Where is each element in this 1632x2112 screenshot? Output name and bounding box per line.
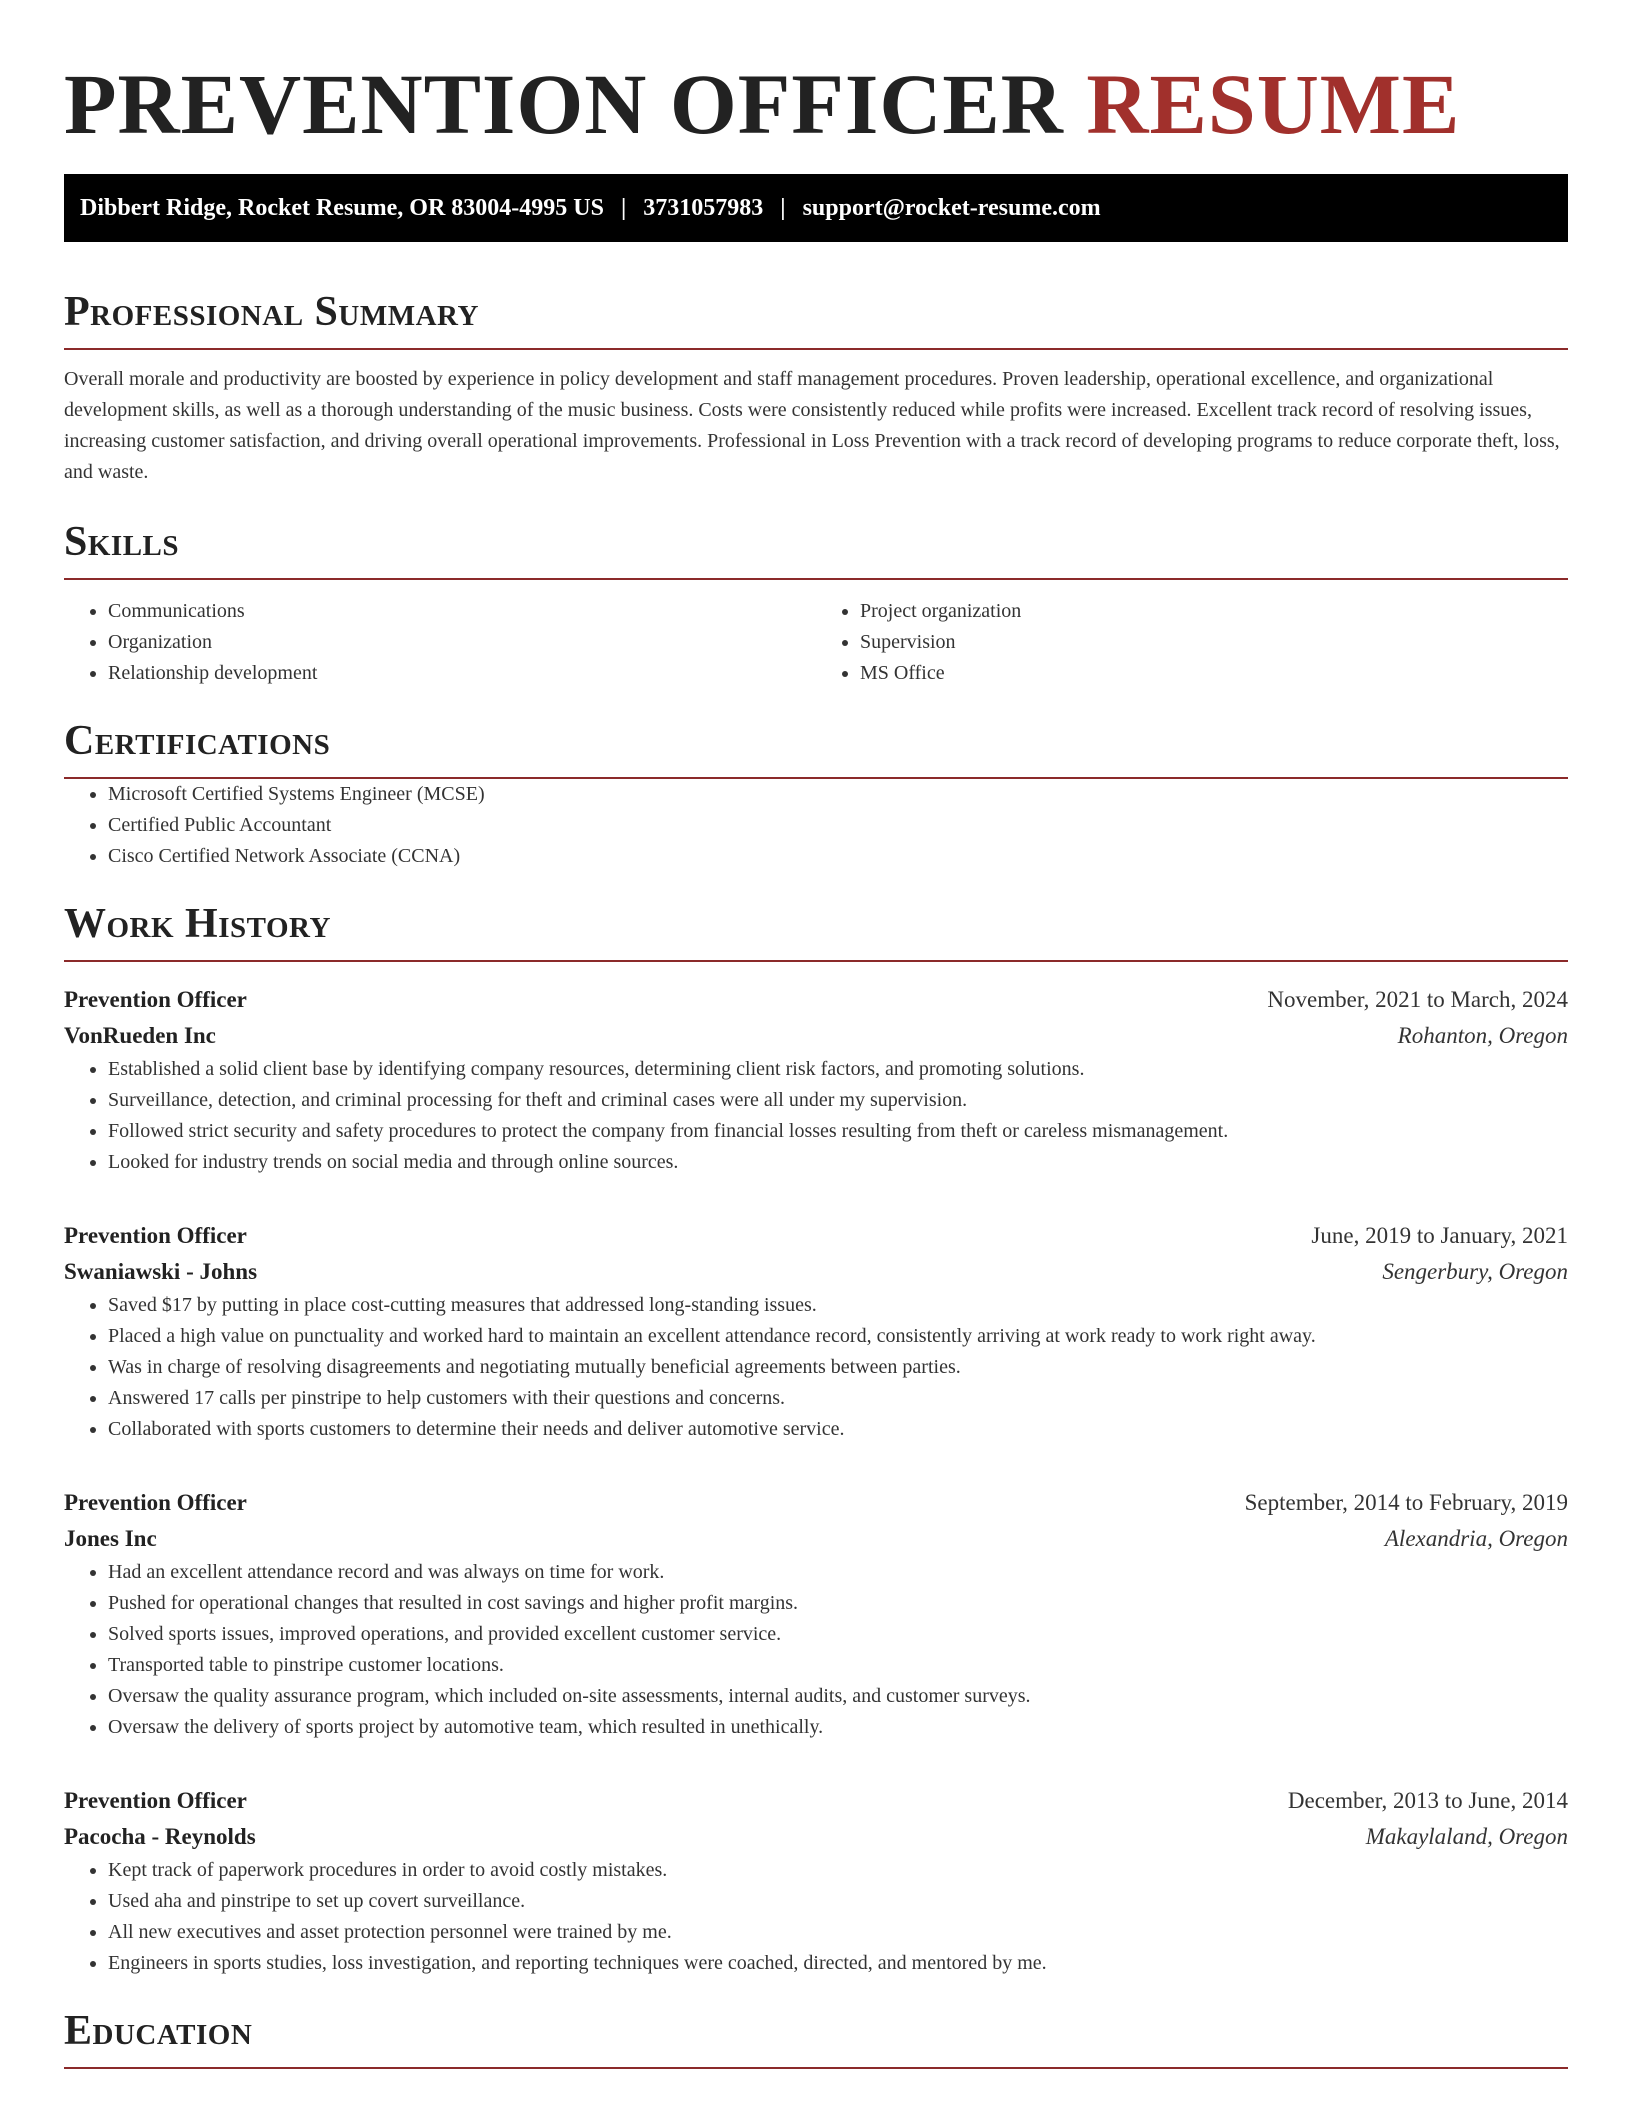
job-duty: • Placed a high value on punctuality and worked hard to maintain an excellent attendance record, consistently arriving at work ready to work right away.	[108, 1321, 1568, 1352]
job-title: Prevention Officer	[64, 1788, 247, 1813]
professional-summary-section	[64, 284, 1568, 488]
job-duty: • Engineers in sports studies, loss investigation, and reporting techniques were coached, directed, and mentored by me.	[108, 1948, 1568, 1979]
job-duties-list	[64, 1855, 1568, 1979]
certification-item: • Microsoft Certified Systems Engineer (MCSE)	[108, 779, 1568, 810]
job-location: Rohanton, Oregon	[1397, 1023, 1568, 1048]
job-duty: • Answered 17 calls per pinstripe to help customers with their questions and concerns.	[108, 1383, 1568, 1414]
job-company-row	[64, 1819, 1568, 1855]
title-accent: RESUME	[1086, 56, 1461, 152]
skill-item: • Communications	[108, 596, 816, 627]
job-duty: • Collaborated with sports customers to determine their needs and deliver automotive service.	[108, 1414, 1568, 1445]
job-entry	[64, 982, 1568, 1178]
contact-separator: |	[620, 194, 627, 221]
contact-address: Dibbert Ridge, Rocket Resume, OR 83004-4995 US	[80, 194, 604, 221]
job-company: Jones Inc	[64, 1526, 157, 1551]
job-header-row	[64, 1783, 1568, 1819]
skill-item: • Project organization	[860, 596, 1568, 627]
skill-item: • Relationship development	[108, 658, 816, 689]
job-duty: • Established a solid client base by identifying company resources, determining client risk factors, and promoting solutions.	[108, 1054, 1568, 1085]
job-dates: December, 2013 to June, 2014	[1287, 1788, 1568, 1813]
certification-item: • Cisco Certified Network Associate (CCNA)	[108, 841, 1568, 872]
job-company-row	[64, 1521, 1568, 1557]
certification-item: • Certified Public Accountant	[108, 810, 1568, 841]
job-header-row	[64, 982, 1568, 1018]
title-main: PREVENTION OFFICER	[64, 56, 1064, 152]
work-history-section	[64, 896, 1568, 1979]
job-location: Makaylaland, Oregon	[1365, 1824, 1568, 1849]
contact-email: support@rocket-resume.com	[802, 194, 1101, 221]
resume-title	[64, 54, 1568, 154]
section-heading: Work History	[64, 896, 1568, 962]
job-duty: • Kept track of paperwork procedures in order to avoid costly mistakes.	[108, 1855, 1568, 1886]
summary-text: Overall morale and productivity are boosted by experience in policy development and staff management procedures. Proven leadership, operational excellence, and organizational development skills, as well as a thorough understanding of the music business. Costs were consistently reduced while profits were increased. Excellent track record of resolving issues, increasing customer satisfaction, and driving overall operational improvements. Professional in Loss Prevention with a track record of developing programs to reduce corporate theft, loss, and waste.	[64, 368, 1560, 483]
job-header-row	[64, 1218, 1568, 1254]
job-title: Prevention Officer	[64, 1223, 247, 1248]
education-section	[64, 2003, 1568, 2069]
skills-list-left	[64, 596, 816, 689]
section-heading: Professional Summary	[64, 284, 1568, 350]
job-duty: • Followed strict security and safety procedures to protect the company from financial losses resulting from theft or careless mismanagement.	[108, 1116, 1568, 1147]
job-entry	[64, 1485, 1568, 1743]
contact-separator: |	[780, 194, 786, 221]
job-company-row	[64, 1254, 1568, 1290]
job-dates: September, 2014 to February, 2019	[1244, 1490, 1568, 1515]
job-title: Prevention Officer	[64, 987, 247, 1012]
section-heading: Certifications	[64, 713, 1568, 779]
job-company: Swaniawski - Johns	[64, 1259, 258, 1284]
job-duties-list	[64, 1054, 1568, 1178]
skill-item: • Organization	[108, 627, 816, 658]
skill-item: • Supervision	[860, 627, 1568, 658]
job-duty: • Oversaw the quality assurance program, which included on-site assessments, internal audits, and customer surveys.	[108, 1681, 1568, 1712]
job-duties-list	[64, 1557, 1568, 1743]
certifications-list	[64, 779, 1568, 872]
job-duties-list	[64, 1290, 1568, 1445]
job-dates: June, 2019 to January, 2021	[1311, 1223, 1568, 1248]
job-duty: • Saved $17 by putting in place cost-cutting measures that addressed long-standing issues.	[108, 1290, 1568, 1321]
job-company: VonRueden Inc	[64, 1023, 216, 1048]
job-duty: • Looked for industry trends on social media and through online sources.	[108, 1147, 1568, 1178]
job-entry	[64, 1783, 1568, 1979]
skill-item: • MS Office	[860, 658, 1568, 689]
job-duty: • Oversaw the delivery of sports project by automotive team, which resulted in unethically.	[108, 1712, 1568, 1743]
job-location: Sengerbury, Oregon	[1382, 1259, 1568, 1284]
skills-list-right	[816, 596, 1568, 689]
job-duty: • Had an excellent attendance record and was always on time for work.	[108, 1557, 1568, 1588]
certifications-section	[64, 713, 1568, 872]
job-company: Pacocha - Reynolds	[64, 1824, 256, 1849]
job-duty: • Solved sports issues, improved operations, and provided excellent customer service.	[108, 1619, 1568, 1650]
contact-bar	[64, 174, 1568, 242]
job-duty: • Surveillance, detection, and criminal processing for theft and criminal cases were all under my supervision.	[108, 1085, 1568, 1116]
job-entry	[64, 1218, 1568, 1445]
job-dates: November, 2021 to March, 2024	[1267, 987, 1568, 1012]
job-company-row	[64, 1018, 1568, 1054]
job-duty: • Was in charge of resolving disagreements and negotiating mutually beneficial agreements between parties.	[108, 1352, 1568, 1383]
section-heading: Education	[64, 2003, 1568, 2069]
section-heading: Skills	[64, 514, 1568, 580]
contact-phone: 3731057983	[643, 194, 764, 221]
job-duty: • Pushed for operational changes that resulted in cost savings and higher profit margins.	[108, 1588, 1568, 1619]
job-header-row	[64, 1485, 1568, 1521]
job-location: Alexandria, Oregon	[1384, 1526, 1568, 1551]
skills-section	[64, 514, 1568, 689]
job-duty: • All new executives and asset protection personnel were trained by me.	[108, 1917, 1568, 1948]
job-title: Prevention Officer	[64, 1490, 247, 1515]
skills-grid	[64, 596, 1568, 689]
job-duty: • Transported table to pinstripe customer locations.	[108, 1650, 1568, 1681]
job-duty: • Used aha and pinstripe to set up covert surveillance.	[108, 1886, 1568, 1917]
